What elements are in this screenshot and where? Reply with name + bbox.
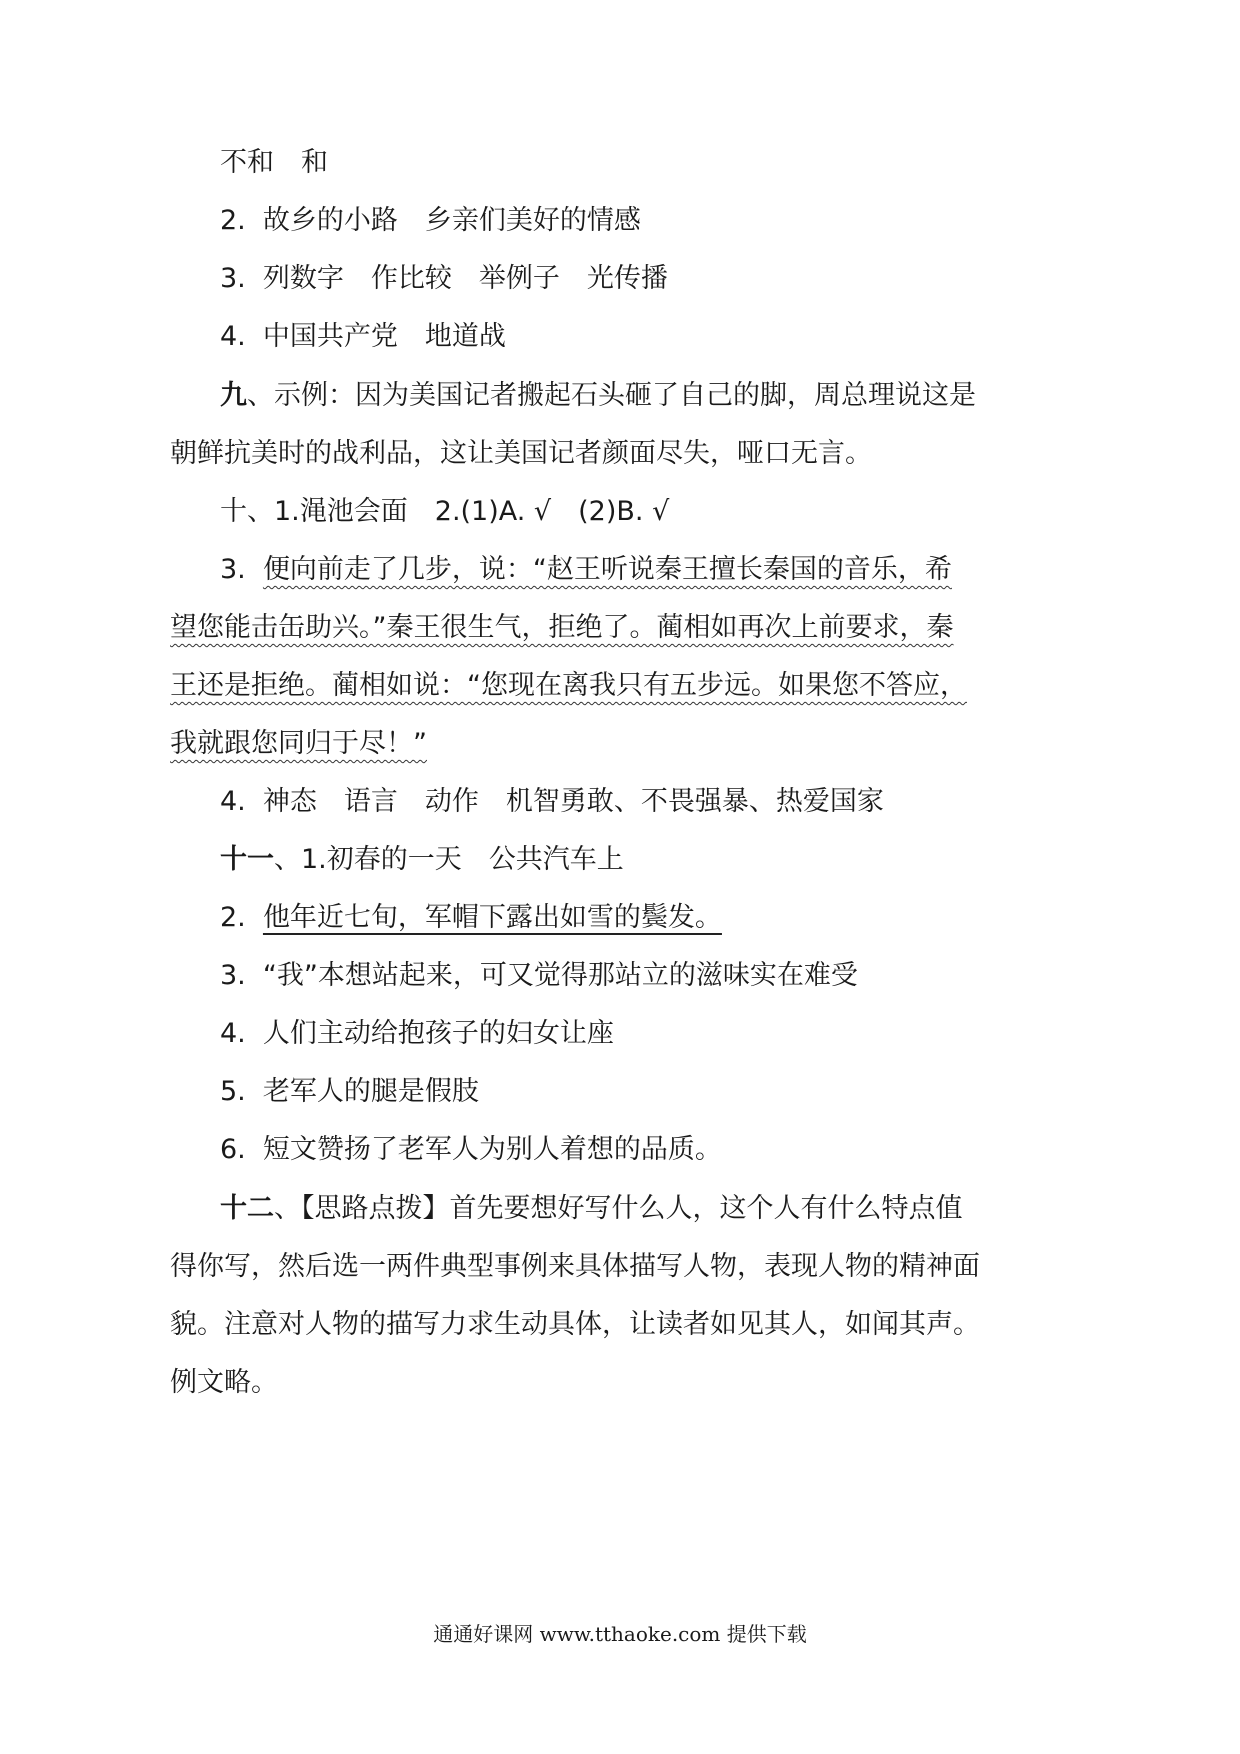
wavy-underlined-text: 我就跟您同归于尽！” xyxy=(170,728,427,759)
wavy-underlined-text: 王还是拒绝。蔺相如说：“您现在离我只有五步远。如果您不答应， xyxy=(170,670,967,701)
underlined-text: 他年近七旬，军帽下露出如雪的鬓发。 xyxy=(262,902,722,933)
answer-line xyxy=(220,840,624,880)
answer-line: 2. 故乡的小路 乡亲们美好的情感 xyxy=(220,205,641,236)
wavy-underlined-text: 便向前走了几步，说：“赵王听说秦王擅长秦国的音乐，希 xyxy=(262,554,952,585)
answer-line: 4. 人们主动给抱孩子的妇女让座 xyxy=(220,1018,614,1049)
answer-line: 3. 列数字 作比较 举例子 光传播 xyxy=(220,263,668,294)
answer-line: 朝鲜抗美时的战利品，这让美国记者颜面尽失，哑口无言。 xyxy=(170,438,872,469)
answer-line xyxy=(170,724,427,764)
answer-line xyxy=(220,898,722,938)
answer-line: 4. 中国共产党 地道战 xyxy=(220,321,506,352)
section-number: 十一 xyxy=(220,844,274,875)
answer-line xyxy=(220,376,976,416)
item-number: 3. xyxy=(220,554,263,585)
answer-line xyxy=(170,608,954,648)
page-footer: 通通好课网 www.tthaoke.com 提供下载 xyxy=(433,1622,807,1646)
answer-line: 貌。注意对人物的描写力求生动具体，让读者如见其人，如闻其声。 xyxy=(170,1309,980,1340)
answer-line: 例文略。 xyxy=(170,1367,278,1398)
section-number: 十二 xyxy=(220,1193,274,1224)
answer-line xyxy=(220,550,952,590)
answer-line: 得你写，然后选一两件典型事例来具体描写人物，表现人物的精神面 xyxy=(170,1251,980,1282)
answer-text: 、【思路点拨】首先要想好写什么人，这个人有什么特点值 xyxy=(274,1193,963,1224)
answer-line: 十、1.渑池会面 2.(1)A. √ (2)B. √ xyxy=(220,496,670,527)
item-number: 2. xyxy=(220,902,263,933)
answer-line: 6. 短文赞扬了老军人为别人着想的品质。 xyxy=(220,1134,722,1165)
wavy-underlined-text: 望您能击缶助兴。”秦王很生气，拒绝了。蔺相如再次上前要求，秦 xyxy=(170,612,954,643)
section-number: 九 xyxy=(220,380,247,411)
answer-line: 5. 老军人的腿是假肢 xyxy=(220,1076,479,1107)
answer-line: 不和 和 xyxy=(220,147,328,178)
answer-line xyxy=(220,1189,963,1229)
answer-line xyxy=(170,666,967,706)
answer-text: 、1.初春的一天 公共汽车上 xyxy=(274,844,624,875)
answer-text: 、示例：因为美国记者搬起石头砸了自己的脚，周总理说这是 xyxy=(247,380,976,411)
answer-line: 4. 神态 语言 动作 机智勇敢、不畏强暴、热爱国家 xyxy=(220,786,884,817)
answer-line: 3. “我”本想站起来，可又觉得那站立的滋味实在难受 xyxy=(220,960,858,991)
